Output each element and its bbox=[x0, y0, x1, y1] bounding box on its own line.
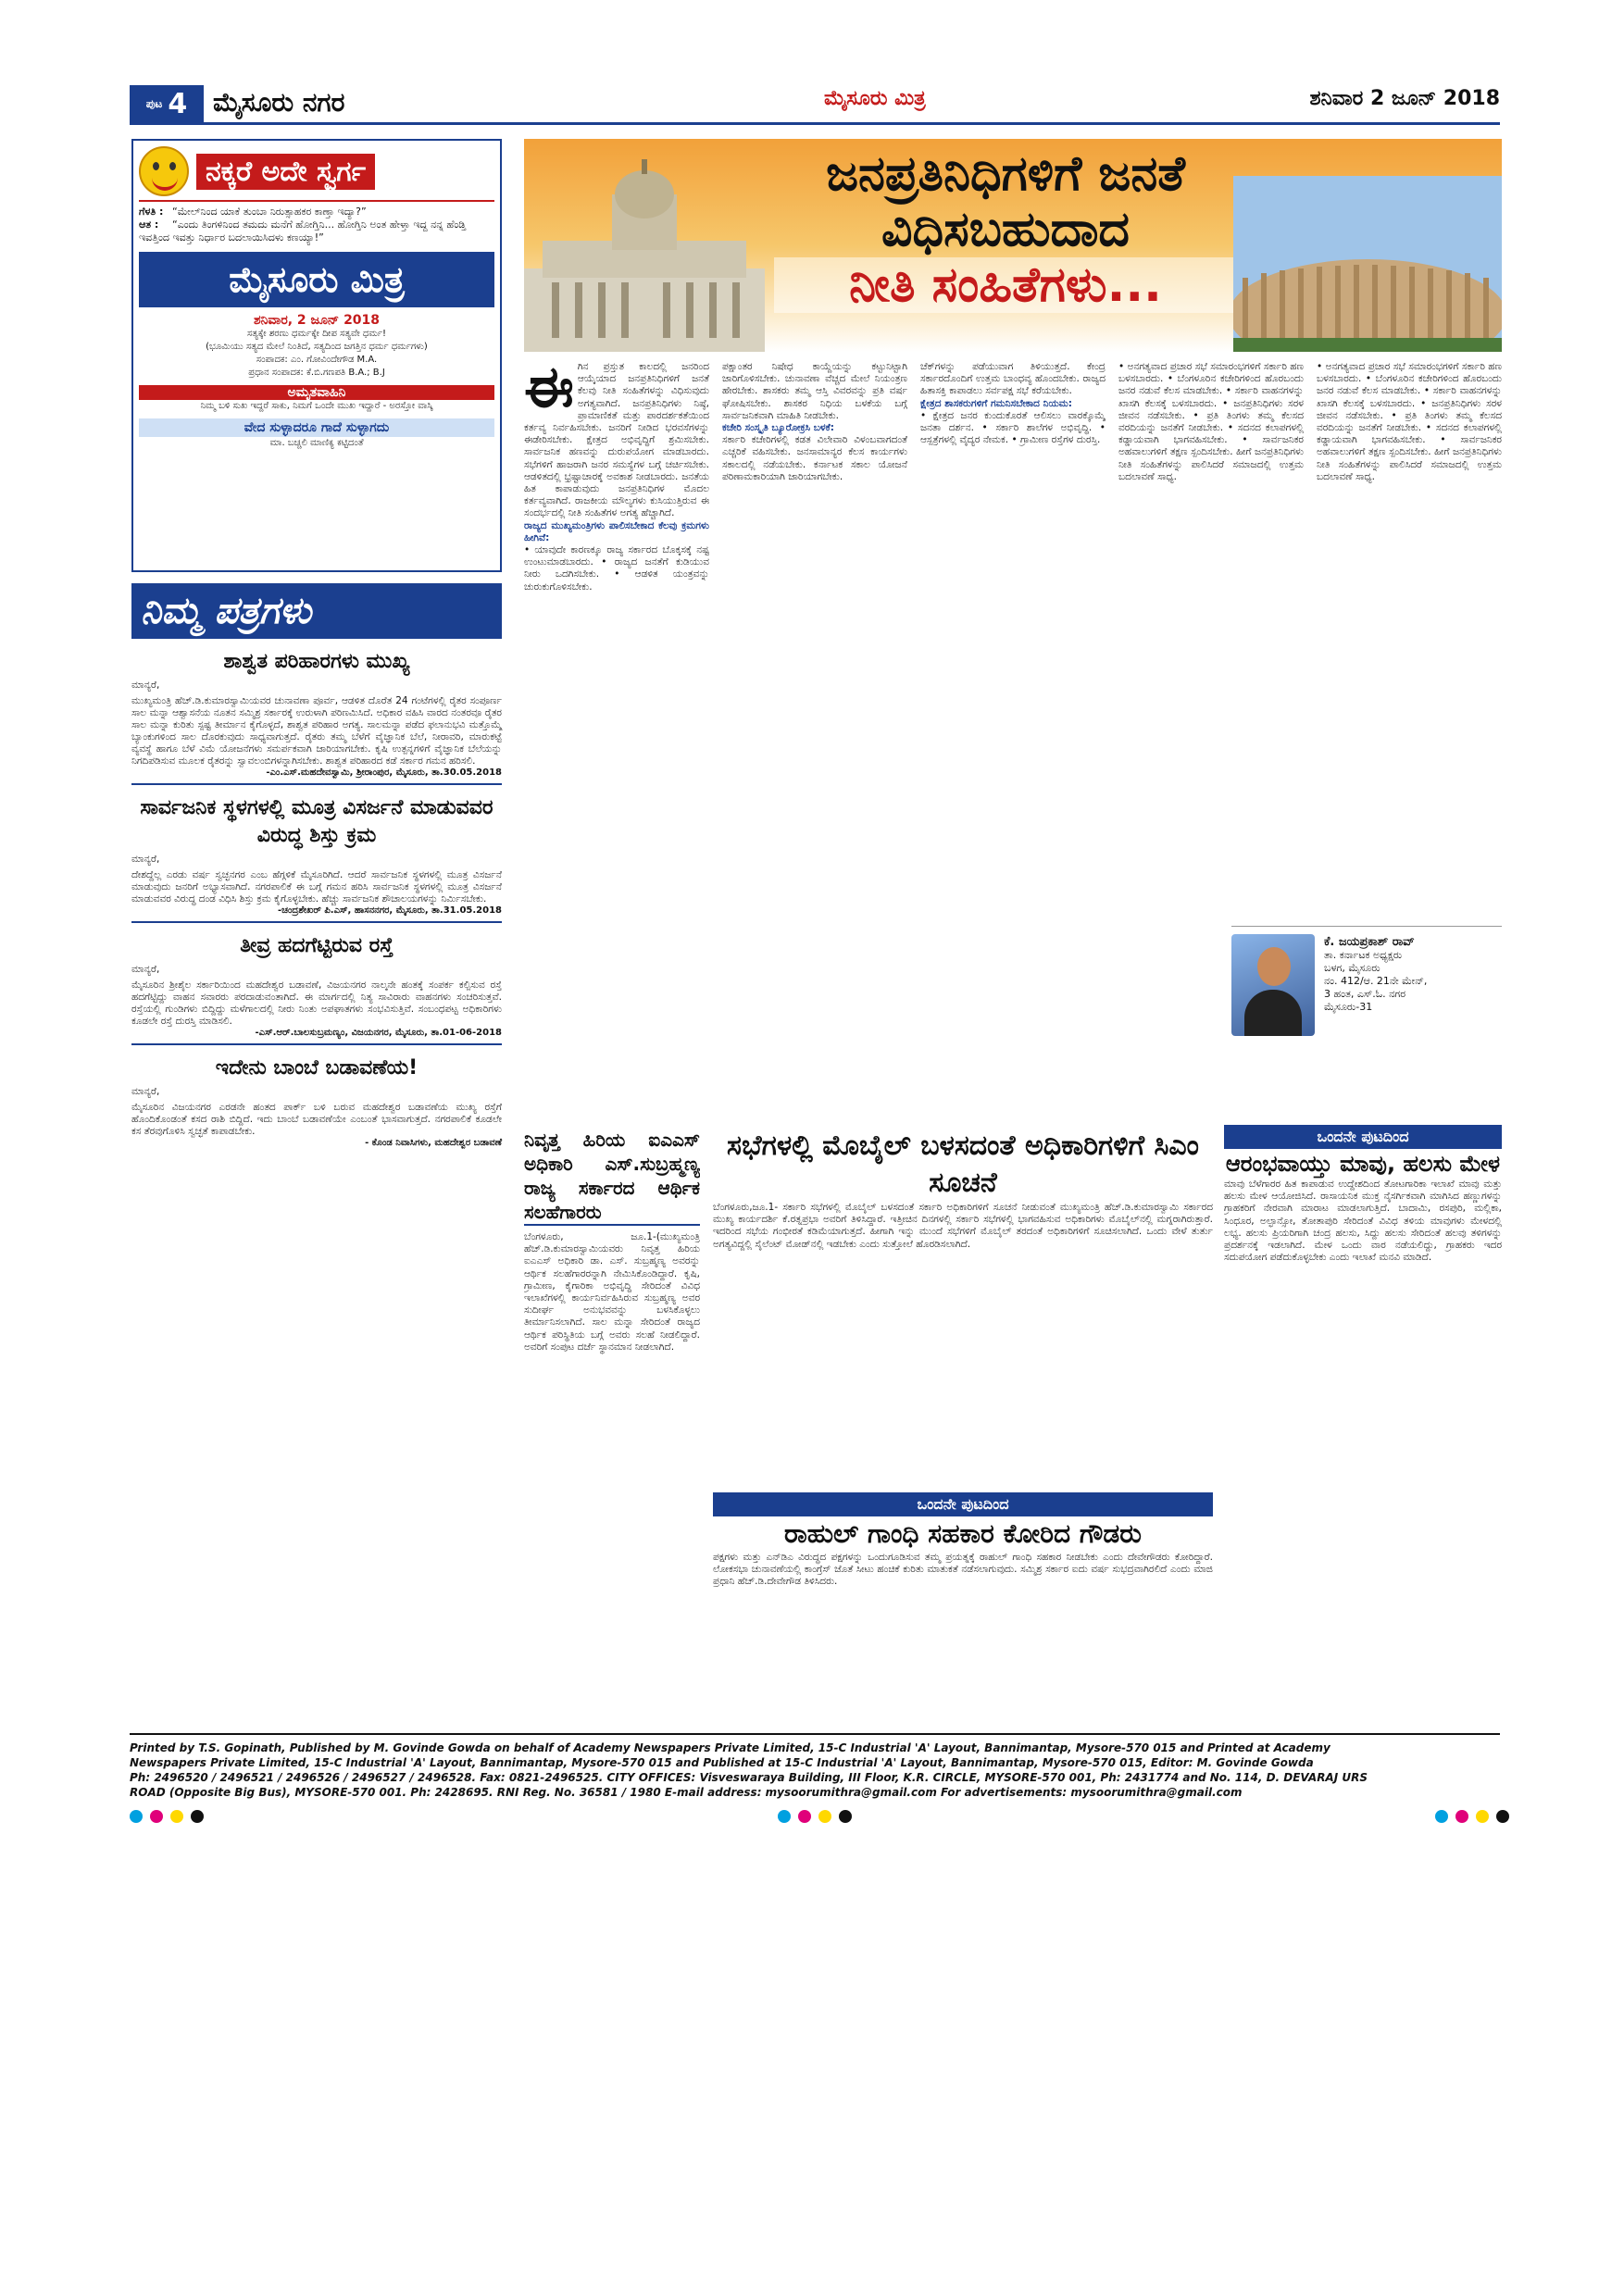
rahul-story bbox=[713, 1492, 1213, 1711]
rahul-title: ರಾಹುಲ್ ಗಾಂಧಿ ಸಹಕಾರ ಕೋರಿದ ಗೌಡರು bbox=[784, 1518, 1142, 1549]
letter-4-signature: - ಕೊಂಡ ನಿವಾಸಿಗಳು, ಮಹದೇಶ್ವರ ಬಡಾವಣೆ bbox=[365, 1138, 502, 1148]
cyan-mark bbox=[130, 1810, 143, 1823]
author-line-4: 3 ಹಂತ, ಎಸ್.ಓ. ನಗರ bbox=[1324, 988, 1406, 1000]
letter-1-salute: ಮಾನ್ಯರೆ, bbox=[131, 680, 160, 691]
letter-1-body: ಮುಖ್ಯಮಂತ್ರಿ ಹೆಚ್.ಡಿ.ಕುಮಾರಸ್ವಾಮಿಯವರ ಚುನಾವಣಾ ಪೂರ್ವ, ಆಡಳಿತ ದೊರೆತ 24 ಗಂಟೆಗಳಲ್ಲಿ ರೈತರ ಸಂಪೂರ್ಣ ಸಾಲ ಮನ್ನಾ ಆಶ್ವಾಸನೆಯ ನೂತನ ಸಮ್ಮಿಶ್ರ ಸರ್ಕಾರಕ್ಕೆ ಉರುಳಾಗಿ ಪರಿಣಮಿಸಿದೆ. ಅಧಿಕಾರ ವಹಿಸಿ ವಾರದ ನಂತರವೂ ರೈತರ ಸಾಲ ಮನ್ನಾ ಕುರಿತು ಸ್ಪಷ್ಟ ತೀರ್ಮಾನ ಕೈಗೊಳ್ಳದೆ, ಶಾಶ್ವತ ಪರಿಹಾರ ಅಗತ್ಯ. ಸಾಲಮನ್ನಾ ಪಡೆದ ಫಲಾನುಭವಿ ಮತ್ತೊಮ್ಮೆ ಬ್ಯಾಂಕುಗಳಿಂದ ಸಾಲ ದೊರಕುವುದು ಸಾಧ್ಯವಾಗುತ್ತದೆ. ರೈತರು ತಮ್ಮ ಬೆಳೆಗೆ ವೈಜ್ಞಾನಿಕ ಬೆಲೆ, ನೀರಾವರಿ, ಮಾರುಕಟ್ಟೆ ವ್ಯವಸ್ಥೆ ಹಾಗೂ ಬೆಳೆ ವಿಮೆ ಯೋಜನೆಗಳು ಸಮರ್ಪಕವಾಗಿ ಜಾರಿಯಾಗಬೇಕು. ಕೃಷಿ ಉತ್ಪನ್ನಗಳಿಗೆ ವೈಜ್ಞಾನಿಕ ಬೆಲೆಯನ್ನು ನಿಗದಿಪಡಿಸುವ ಮೂಲಕ ರೈತರನ್ನು ಸ್ವಾವಲಂಬಿಗಳನ್ನಾಗಿಸಬೇಕು. ಶಾಶ್ವತ ಪರಿಹಾರದ ಕಡೆ ಸರ್ಕಾರ ಗಮನ ಹರಿಸಲಿ. bbox=[131, 695, 502, 767]
page-number: 4 bbox=[168, 87, 188, 120]
cyan-mark bbox=[1435, 1810, 1448, 1823]
headline-line-3: ನೀತಿ ಸಂಹಿತೆಗಳು... bbox=[774, 257, 1237, 313]
imprint-line-3: Ph: 2496520 / 2496521 / 2496526 / 2496527 / 2496528. Fax: 0821-2496525. CITY OFFICES: Visveswaraya Building, III Floor, K.R. CIRCLE, MYSORE-570 001, Ph: 2431774 and No. 114, D. DEVARAJ URS bbox=[130, 1771, 1368, 1784]
proverb-text: ಮಾ. ಬಚ್ಚಲಿ ಮಾಣಿಕ್ಯ ಕಟ್ಟಿದಂತೆ bbox=[269, 438, 364, 448]
letters-heading: ನಿಮ್ಮ ಪತ್ರಗಳು bbox=[131, 583, 502, 639]
motto-line: ಸತ್ಯಕ್ಕೇ ಶರಣು ಧರ್ಮಕ್ಕೇ ದೀಪ ಸತ್ಯವೇ ಧರ್ಮ! bbox=[246, 329, 387, 339]
letter-3-body: ಮೈಸೂರಿನ ಶ್ರೀಶೈಲ ಸರ್ಕಾರಿಯಿಂದ ಮಹದೇಶ್ವರ ಬಡಾವಣೆ, ವಿಜಯನಗರ ನಾಲ್ಕನೇ ಹಂತಕ್ಕೆ ಸಂಪರ್ಕ ಕಲ್ಪಿಸುವ ರಸ್ತೆ ಹದಗೆಟ್ಟಿದ್ದು ವಾಹನ ಸವಾರರು ಪರದಾಡುವಂತಾಗಿದೆ. ಈ ಮಾರ್ಗದಲ್ಲಿ ನಿತ್ಯ ಸಾವಿರಾರು ವಾಹನಗಳು ಸಂಚರಿಸುತ್ತವೆ. ರಸ್ತೆಯಲ್ಲಿ ಗುಂಡಿಗಳು ಬಿದ್ದಿದ್ದು ಮಳೆಗಾಲದಲ್ಲಿ ನೀರು ನಿಂತು ಅಪಘಾತಗಳು ಸಂಭವಿಸುತ್ತಿವೆ. ಸಂಬಂಧಪಟ್ಟ ಅಧಿಕಾರಿಗಳು ಕೂಡಲೇ ರಸ್ತೆ ದುರಸ್ತಿ ಮಾಡಿಸಲಿ. bbox=[131, 980, 502, 1027]
issue-date: ಶನಿವಾರ 2 ಜೂನ್ 2018 bbox=[1309, 87, 1500, 110]
left-column bbox=[131, 139, 502, 1148]
amrut-text: ನಿಮ್ಮ ಬಳಿ ಸುಖ ಇದ್ದರೆ ಸಾಕು, ನಿಮಗೆ ಒಂದೇ ಮುಖ ಇದ್ದಾರೆ - ಅರಸ್ತೋ ವಾಸ್ಕಿ bbox=[200, 401, 433, 411]
letter-3-title: ತೀವ್ರ ಹದಗೆಟ್ಟಿರುವ ರಸ್ತೆ bbox=[240, 934, 394, 957]
section-title: ಮೈಸೂರು ನಗರ bbox=[213, 87, 345, 118]
humor-header bbox=[139, 146, 494, 202]
proverb-title: ವೇದ ಸುಳ್ಳಾದರೂ ಗಾದೆ ಸುಳ್ಳಾಗದು bbox=[139, 418, 494, 437]
lead-col-1 bbox=[524, 361, 709, 1120]
humor-joke bbox=[139, 206, 494, 244]
masthead-small: ಮೈಸೂರು ಮಿತ್ರ bbox=[824, 87, 926, 110]
imprint-line-2: Newspapers Private Limited, 15-C Industrial 'A' Layout, Bannimantap, Mysore-570 015 and Published at 15-C Industrial 'A' Layout, Bannimantap, Mysore-570 015, Editor: M. Govinde Gowda bbox=[130, 1756, 1314, 1769]
letter-4-body: ಮೈಸೂರಿನ ವಿಜಯನಗರ ಎರಡನೇ ಹಂತದ ಪಾರ್ಕ್ ಬಳಿ ಬರುವ ಮಹದೇಶ್ವರ ಬಡಾವಣೆಯ ಮುಖ್ಯ ರಸ್ತೆಗೆ ಹೊಂದಿಕೊಂಡಂತೆ ಕಸದ ರಾಶಿ ಬಿದ್ದಿದೆ. ಇದು ಬಾಂಬೆ ಬಡಾವಣೆಯೇ ಎಂಬಂತೆ ಭಾಸವಾಗುತ್ತದೆ. ನಗರಪಾಲಿಕೆ ಕೂಡಲೇ ಕಸ ತೆರವುಗೊಳಿಸಿ ಸ್ವಚ್ಛತೆ ಕಾಪಾಡಬೇಕು. bbox=[131, 1102, 502, 1137]
magenta-mark bbox=[1455, 1810, 1468, 1823]
lead-subhead-3: ಕ್ಷೇತ್ರದ ಶಾಸಕರುಗಳಿಗೆ ಗಮನಿಸಬೇಕಾದ ನಿಯಮ: bbox=[920, 397, 1072, 409]
lead-col-5 bbox=[1317, 361, 1502, 917]
magenta-mark bbox=[798, 1810, 811, 1823]
lead-col-5-text: • ಅನಗತ್ಯವಾದ ಪ್ರಚಾರ ಸಭೆ ಸಮಾರಂಭಗಳಿಗೆ ಸರ್ಕಾರಿ ಹಣ ಬಳಸಬಾರದು. • ಬೆಂಗಳೂರಿನ ಕಚೇರಿಗಳಿಂದ ಹೊರಬಂದು ಜನರ ನಡುವೆ ಕೆಲಸ ಮಾಡಬೇಕು. • ಸರ್ಕಾರಿ ವಾಹನಗಳನ್ನು ಖಾಸಗಿ ಕೆಲಸಕ್ಕೆ ಬಳಸಬಾರದು. • ಜನಪ್ರತಿನಿಧಿಗಳು ಸರಳ ಜೀವನ ನಡೆಸಬೇಕು. • ಪ್ರತಿ ತಿಂಗಳು ತಮ್ಮ ಕೆಲಸದ ವರದಿಯನ್ನು ಜನತೆಗೆ ನೀಡಬೇಕು. • ಸದನದ ಕಲಾಪಗಳಲ್ಲಿ ಕಡ್ಡಾಯವಾಗಿ ಭಾಗವಹಿಸಬೇಕು. • ಸಾರ್ವಜನಿಕರ ಅಹವಾಲುಗಳಿಗೆ ತಕ್ಷಣ ಸ್ಪಂದಿಸಬೇಕು. ಹೀಗೆ ಜನಪ್ರತಿನಿಧಿಗಳು ನೀತಿ ಸಂಹಿತೆಗಳನ್ನು ಪಾಲಿಸಿದರೆ ಸಮಾಜದಲ್ಲಿ ಉತ್ತಮ ಬದಲಾವಣೆ ಸಾಧ್ಯ. bbox=[1317, 361, 1502, 482]
magenta-mark bbox=[150, 1810, 163, 1823]
author-line-2: ಬಳಗ, ಮೈಸೂರು bbox=[1324, 962, 1380, 974]
ias-title: ನಿವೃತ್ತ ಹಿರಿಯ ಐಎಎಸ್ ಅಧಿಕಾರಿ ಎಸ್.ಸುಬ್ರಹ್ಮಣ್ಯ ರಾಜ್ಯ ಸರ್ಕಾರದ ಆರ್ಥಿಕ ಸಲಹೆಗಾರರು bbox=[524, 1128, 700, 1226]
letter-2-title: ಸಾರ್ವಜನಿಕ ಸ್ಥಳಗಳಲ್ಲಿ ಮೂತ್ರ ವಿಸರ್ಜನೆ ಮಾಡುವವರ ವಿರುದ್ಧ ಶಿಸ್ತು ಕ್ರಮ bbox=[140, 796, 493, 847]
author-line-1: ತಾ. ಕರ್ನಾಟಕ ಅಧ್ಯಕ್ಷರು bbox=[1324, 949, 1403, 961]
chief-editor-line: ಪ್ರಧಾನ ಸಂಪಾದಕ: ಕೆ.ಬಿ.ಗಣಪತಿ B.A.; B.J bbox=[248, 368, 385, 378]
yellow-mark bbox=[1476, 1810, 1489, 1823]
lead-col-2-text: ಪಕ್ಷಾಂತರ ನಿಷೇಧ ಕಾಯ್ದೆಯನ್ನು ಕಟ್ಟುನಿಟ್ಟಾಗಿ ಜಾರಿಗೊಳಿಸಬೇಕು. ಚುನಾವಣಾ ವೆಚ್ಚದ ಮೇಲೆ ನಿಯಂತ್ರಣ ಹೇರಬೇಕು. ಶಾಸಕರು ತಮ್ಮ ಆಸ್ತಿ ವಿವರವನ್ನು ಪ್ರತಿ ವರ್ಷ ಘೋಷಿಸಬೇಕು. ಶಾಸಕರ ನಿಧಿಯ ಬಳಕೆಯ ಬಗ್ಗೆ ಸಾರ್ವಜನಿಕವಾಗಿ ಮಾಹಿತಿ ನೀಡಬೇಕು. bbox=[722, 361, 907, 421]
lead-col-3 bbox=[920, 361, 1106, 1120]
lead-col-4-text: • ಅನಗತ್ಯವಾದ ಪ್ರಚಾರ ಸಭೆ ಸಮಾರಂಭಗಳಿಗೆ ಸರ್ಕಾರಿ ಹಣ ಬಳಸಬಾರದು. • ಬೆಂಗಳೂರಿನ ಕಚೇರಿಗಳಿಂದ ಹೊರಬಂದು ಜನರ ನಡುವೆ ಕೆಲಸ ಮಾಡಬೇಕು. • ಸರ್ಕಾರಿ ವಾಹನಗಳನ್ನು ಖಾಸಗಿ ಕೆಲಸಕ್ಕೆ ಬಳಸಬಾರದು. • ಜನಪ್ರತಿನಿಧಿಗಳು ಸರಳ ಜೀವನ ನಡೆಸಬೇಕು. • ಪ್ರತಿ ತಿಂಗಳು ತಮ್ಮ ಕೆಲಸದ ವರದಿಯನ್ನು ಜನತೆಗೆ ನೀಡಬೇಕು. • ಸದನದ ಕಲಾಪಗಳಲ್ಲಿ ಕಡ್ಡಾಯವಾಗಿ ಭಾಗವಹಿಸಬೇಕು. • ಸಾರ್ವಜನಿಕರ ಅಹವಾಲುಗಳಿಗೆ ತಕ್ಷಣ ಸ್ಪಂದಿಸಬೇಕು. ಹೀಗೆ ಜನಪ್ರತಿನಿಧಿಗಳು ನೀತಿ ಸಂಹಿತೆಗಳನ್ನು ಪಾಲಿಸಿದರೆ ಸಮಾಜದಲ್ಲಿ ಉತ್ತಮ ಬದಲಾವಣೆ ಸಾಧ್ಯ. bbox=[1118, 361, 1304, 482]
divider bbox=[131, 1043, 502, 1045]
letter-4-title: ಇದೇನು ಬಾಂಬೆ ಬಡಾವಣೆಯ! bbox=[215, 1056, 418, 1079]
editor-line: ಸಂಪಾದಕ: ಎಂ. ಗೋವಿಂದೇಗೌಡ M.A. bbox=[256, 355, 378, 365]
cyan-mark bbox=[778, 1810, 791, 1823]
page-number-badge bbox=[130, 85, 204, 122]
header-rule bbox=[130, 122, 1500, 125]
continued-tag: ಒಂದನೇ ಪುಟದಿಂದ bbox=[1224, 1125, 1502, 1149]
masthead-box bbox=[131, 139, 502, 572]
ias-body: ಬೆಂಗಳೂರು, ಜೂ.1-(ಮುಖ್ಯಮಂತ್ರಿ ಹೆಚ್.ಡಿ.ಕುಮಾರಸ್ವಾಮಿಯವರು ನಿವೃತ್ತ ಹಿರಿಯ ಐಎಎಸ್ ಅಧಿಕಾರಿ ಡಾ. ಎಸ್. ಸುಬ್ರಹ್ಮಣ್ಯ ಅವರನ್ನು ಆರ್ಥಿಕ ಸಲಹೆಗಾರರನ್ನಾಗಿ ನೇಮಿಸಿಕೊಂಡಿದ್ದಾರೆ. ಕೃಷಿ, ಗ್ರಾಮೀಣ, ಕೈಗಾರಿಕಾ ಅಭಿವೃದ್ಧಿ ಸೇರಿದಂತೆ ವಿವಿಧ ಇಲಾಖೆಗಳಲ್ಲಿ ಕಾರ್ಯನಿರ್ವಹಿಸಿರುವ ಸುಬ್ರಹ್ಮಣ್ಯ ಅವರ ಸುದೀರ್ಘ ಅನುಭವವನ್ನು ಬಳಸಿಕೊಳ್ಳಲು ತೀರ್ಮಾನಿಸಲಾಗಿದೆ. ಸಾಲ ಮನ್ನಾ ಸೇರಿದಂತೆ ರಾಜ್ಯದ ಆರ್ಥಿಕ ಪರಿಸ್ಥಿತಿಯ ಬಗ್ಗೆ ಅವರು ಸಲಹೆ ನೀಡಲಿದ್ದಾರೆ. ಅವರಿಗೆ ಸಂಪುಟ ದರ್ಜೆ ಸ್ಥಾನಮಾನ ನೀಡಲಾಗಿದೆ. bbox=[524, 1231, 700, 1353]
q-text: “ಮೇಲ್‌ನಿಂದ ಯಾಕೆ ತುಂಬಾ ನಿರುತ್ಸಾಹಕರ ಕಾಣ್ತಾ ಇದ್ಯಾ?” bbox=[172, 206, 367, 218]
q-label: ಗೆಳತಿ : bbox=[139, 206, 164, 218]
masthead-date: ಶನಿವಾರ, 2 ಜೂನ್ 2018 bbox=[253, 313, 381, 328]
letter-2-signature: -ಚಂದ್ರಶೇಖರ್ ಪಿ.ಎಸ್, ಹಾಸನನಗರ, ಮೈಸೂರು, ತಾ.31.05.2018 bbox=[278, 905, 502, 916]
page-header bbox=[130, 85, 1500, 122]
author-box bbox=[1231, 926, 1502, 1060]
letter-1-signature: -ಎಂ.ಎಸ್.ಮಹದೇವಸ್ವಾಮಿ, ಶ್ರೀರಾಂಪುರ, ಮೈಸೂರು, ತಾ.30.05.2018 bbox=[266, 767, 502, 778]
letter-1-title: ಶಾಶ್ವತ ಪರಿಹಾರಗಳು ಮುಖ್ಯ bbox=[223, 650, 410, 673]
registration-marks-center bbox=[778, 1810, 852, 1823]
yellow-mark bbox=[170, 1810, 183, 1823]
mobile-body: ಬೆಂಗಳೂರು,ಜೂ.1- ಸರ್ಕಾರಿ ಸಭೆಗಳಲ್ಲಿ ಮೊಬೈಲ್ ಬಳಸದಂತೆ ಸರ್ಕಾರಿ ಅಧಿಕಾರಿಗಳಿಗೆ ಸೂಚನೆ ನೀಡುವಂತೆ ಮುಖ್ಯಮಂತ್ರಿ ಹೆಚ್.ಡಿ.ಕುಮಾರಸ್ವಾಮಿ ಸರ್ಕಾರದ ಮುಖ್ಯ ಕಾರ್ಯದರ್ಶಿ ಕೆ.ರತ್ನಪ್ರಭಾ ಅವರಿಗೆ ತಿಳಿಸಿದ್ದಾರೆ. ಇತ್ತೀಚಿನ ದಿನಗಳಲ್ಲಿ ಸರ್ಕಾರಿ ಸಭೆಗಳಲ್ಲಿ ಭಾಗವಹಿಸುವ ಅಧಿಕಾರಿಗಳು ಮೊಬೈಲ್‌ನಲ್ಲಿ ಮಗ್ನರಾಗಿರುತ್ತಾರೆ. ಇದರಿಂದ ಸಭೆಯ ಗಂಭೀರತೆ ಕಡಿಮೆಯಾಗುತ್ತದೆ. ಹೀಗಾಗಿ ಇನ್ನು ಮುಂದೆ ಸಭೆಗಳಿಗೆ ಮೊಬೈಲ್ ತರದಂತೆ ಅಧಿಕಾರಿಗಳಿಗೆ ಸೂಚಿಸಲಾಗಿದೆ. ಒಂದು ವೇಳೆ ತುರ್ತು ಅಗತ್ಯವಿದ್ದಲ್ಲಿ ಸೈಲೆಂಟ್ ಮೋಡ್‌ನಲ್ಲಿ ಇಡಬೇಕು ಎಂದು ಸುತ್ತೋಲೆ ಹೊರಡಿಸಲಾಗಿದೆ. bbox=[713, 1202, 1213, 1250]
lead-headline bbox=[774, 146, 1237, 313]
amrut-title: ಅಮೃತವಾಹಿನಿ bbox=[139, 385, 494, 400]
masthead-logo: ಮೈಸೂರು ಮಿತ್ರ bbox=[139, 252, 494, 307]
author-info bbox=[1324, 936, 1427, 1014]
letter-3-signature: -ಎಸ್.ಆರ್.ಬಾಲಸುಬ್ರಮಣ್ಯಂ, ವಿಜಯನಗರ, ಮೈಸೂರು, ತಾ.01-06-2018 bbox=[255, 1028, 502, 1038]
a-text: “ಎಂದು ತಿಂಗಳಿನಿಂದ ತಮದು ಮನೆಗೆ ಹೋಗ್ತಿನಿ... ಹೋಗ್ತಿನಿ ಅಂತ ಹೇಳ್ತಾ ಇದ್ದ ನನ್ನ ಹೆಂಡ್ತಿ ಇವತ್ತಿಂದ ಇವತ್ತು ನಿರ್ಧಾರ ಬದಲಾಯಿಸಿದಳು ಕಣಯ್ಯಾ!” bbox=[139, 218, 467, 243]
imprint-line-4: ROAD (Opposite Big Bus), MYSORE-570 001. Ph: 2428695. RNI Reg. No. 36581 / 1980 E-mail address: mysoorumithra@gmail.com For advertisements: mysoorumithra@gmail.com bbox=[130, 1786, 1243, 1799]
registration-marks-left bbox=[130, 1810, 204, 1823]
continued-tag: ಒಂದನೇ ಪುಟದಿಂದ bbox=[713, 1492, 1213, 1516]
black-mark bbox=[1496, 1810, 1509, 1823]
letter-2-body: ದೇಶದ್ದೆಲ್ಲ ಎರಡು ವರ್ಷ ಸ್ವಚ್ಛನಗರ ಎಂಬ ಹೆಗ್ಗಳಿಕೆ ಮೈಸೂರಿಗಿದೆ. ಆದರೆ ಸಾರ್ವಜನಿಕ ಸ್ಥಳಗಳಲ್ಲಿ ಮೂತ್ರ ವಿಸರ್ಜನೆ ಮಾಡುವುದು ಜನರಿಗೆ ಅಭ್ಯಾಸವಾಗಿದೆ. ನಗರಪಾಲಿಕೆ ಈ ಬಗ್ಗೆ ಗಮನ ಹರಿಸಿ ಸಾರ್ವಜನಿಕ ಸ್ಥಳಗಳಲ್ಲಿ ಮೂತ್ರ ವಿಸರ್ಜನೆ ಮಾಡುವವರ ವಿರುದ್ಧ ದಂಡ ವಿಧಿಸಿ ಶಿಸ್ತು ಕ್ರಮ ಕೈಗೊಳ್ಳಬೇಕು. ಹೆಚ್ಚು ಸಾರ್ವಜನಿಕ ಶೌಚಾಲಯಗಳನ್ನು ನಿರ್ಮಿಸಬೇಕು. bbox=[131, 869, 502, 905]
author-line-3: ನಂ. 412/ಆ. 21ನೇ ಮೇನ್, bbox=[1324, 975, 1428, 987]
lead-col-3-text: ಚೆಕ್‌ಗಳನ್ನು ಪಡೆಯುವಾಗ ತಿಳಿಯುತ್ತದೆ. ಕೇಂದ್ರ ಸರ್ಕಾರದೊಂದಿಗೆ ಉತ್ತಮ ಬಾಂಧವ್ಯ ಹೊಂದಬೇಕು. ರಾಜ್ಯದ ಹಿತಾಸಕ್ತಿ ಕಾಪಾಡಲು ಸರ್ವಪಕ್ಷ ಸಭೆ ಕರೆಯಬೇಕು. bbox=[920, 361, 1106, 397]
mango-body: ಮಾವು ಬೆಳೆಗಾರರ ಹಿತ ಕಾಪಾಡುವ ಉದ್ದೇಶದಿಂದ ತೋಟಗಾರಿಕಾ ಇಲಾಖೆ ಮಾವು ಮತ್ತು ಹಲಸು ಮೇಳ ಆಯೋಜಿಸಿದೆ. ರಾಸಾಯನಿಕ ಮುಕ್ತ ನೈಸರ್ಗಿಕವಾಗಿ ಮಾಗಿಸಿದ ಹಣ್ಣುಗಳನ್ನು ಗ್ರಾಹಕರಿಗೆ ನೇರವಾಗಿ ಮಾರಾಟ ಮಾಡಲಾಗುತ್ತಿದೆ. ಬಾದಾಮಿ, ರಸಪುರಿ, ಮಲ್ಲಿಕಾ, ಸಿಂಧೂರ, ಅಲ್ಫಾನ್ಸೋ, ತೋತಾಪುರಿ ಸೇರಿದಂತೆ ವಿವಿಧ ತಳಿಯ ಮಾವುಗಳು ಮೇಳದಲ್ಲಿ ಲಭ್ಯ. ಹಲಸು ಪ್ರಿಯರಿಗಾಗಿ ಚಂದ್ರ ಹಲಸು, ಸಿದ್ದು ಹಲಸು ಸೇರಿದಂತೆ ಹಲವು ತಳಿಗಳನ್ನು ಪ್ರದರ್ಶನಕ್ಕೆ ಇಡಲಾಗಿದೆ. ಮೇಳ ಒಂದು ವಾರ ನಡೆಯಲಿದ್ದು, ಗ್ರಾಹಕರು ಇದರ ಸದುಪಯೋಗ ಪಡೆದುಕೊಳ್ಳಬೇಕು ಎಂದು ಇಲಾಖೆ ಮನವಿ ಮಾಡಿದೆ. bbox=[1224, 1179, 1502, 1264]
drop-cap: ಈ bbox=[524, 361, 574, 420]
mango-story bbox=[1224, 1125, 1502, 1711]
letter-4-salute: ಮಾನ್ಯರೆ, bbox=[131, 1086, 160, 1097]
a-label: ಆತ : bbox=[139, 218, 159, 231]
vidhana-soudha-image bbox=[524, 157, 765, 352]
black-mark bbox=[839, 1810, 852, 1823]
imprint-line-1: Printed by T.S. Gopinath, Published by M. Govinde Gowda on behalf of Academy Newspapers Private Limited, 15-C Industrial 'A' Layout, Bannimantap, Mysore-570 015 and Printed at Academy bbox=[130, 1741, 1330, 1754]
headline-line-1: ಜನಪ್ರತಿನಿಧಿಗಳಿಗೆ ಜನತೆ bbox=[826, 146, 1185, 202]
registration-marks-right bbox=[1435, 1810, 1509, 1823]
lead-banner bbox=[524, 139, 1502, 352]
lead-col-2 bbox=[722, 361, 907, 1120]
lead-col-2-points: ಸರ್ಕಾರಿ ಕಚೇರಿಗಳಲ್ಲಿ ಕಡತ ವಿಲೇವಾರಿ ವಿಳಂಬವಾಗದಂತೆ ಎಚ್ಚರಿಕೆ ವಹಿಸಬೇಕು. ಜನಸಾಮಾನ್ಯರ ಕೆಲಸ ಕಾರ್ಯಗಳು ಸಕಾಲದಲ್ಲಿ ನಡೆಯಬೇಕು. ಕರ್ನಾಟಕ ಸಕಾಲ ಯೋಜನೆ ಪರಿಣಾಮಕಾರಿಯಾಗಿ ಜಾರಿಯಾಗಬೇಕು. bbox=[722, 434, 907, 482]
motto-line-2: (ಭೂಮಿಯು ಸತ್ಯದ ಮೇಲೆ ನಿಂತಿದೆ, ಸತ್ಯದಿಂದ ಜಗತ್ತಿನ ಧರ್ಮ ಧರ್ಮಗಳು) bbox=[206, 342, 428, 352]
author-name: ಕೆ. ಜಯಪ್ರಕಾಶ್ ರಾವ್ bbox=[1324, 935, 1415, 949]
rahul-body: ಪಕ್ಷಗಳು ಮತ್ತು ಎನ್‌ಡಿಎ ವಿರುದ್ಧದ ಪಕ್ಷಗಳನ್ನು ಒಂದುಗೂಡಿಸುವ ತಮ್ಮ ಪ್ರಯತ್ನಕ್ಕೆ ರಾಹುಲ್ ಗಾಂಧಿ ಸಹಕಾರ ನೀಡಬೇಕು ಎಂದು ದೇವೇಗೌಡರು ಕೋರಿದ್ದಾರೆ. ಲೋಕಸಭಾ ಚುನಾವಣೆಯಲ್ಲಿ ಕಾಂಗ್ರೆಸ್ ಜೊತೆ ಸೀಟು ಹಂಚಿಕೆ ಕುರಿತು ಮಾತುಕತೆ ನಡೆಸಲಾಗುವುದು. ಸಮ್ಮಿಶ್ರ ಸರ್ಕಾರ ಐದು ವರ್ಷ ಸುಭದ್ರವಾಗಿರಲಿದೆ ಎಂದು ಮಾಜಿ ಪ್ರಧಾನಿ ಹೆಚ್.ಡಿ.ದೇವೇಗೌಡ ತಿಳಿಸಿದರು. bbox=[713, 1552, 1213, 1588]
lead-subhead-2: ಕಚೇರಿ ಸಂಸ್ಕೃತಿ ಬ್ಯೂರೋಕ್ರಸಿ ಬಳಕೆ: bbox=[722, 422, 834, 434]
smiley-icon bbox=[139, 146, 189, 196]
letter-2-salute: ಮಾನ್ಯರೆ, bbox=[131, 854, 160, 865]
mobile-story bbox=[713, 1128, 1213, 1485]
page-word: ಪುಟ bbox=[145, 96, 163, 110]
yellow-mark bbox=[818, 1810, 831, 1823]
mobile-title: ಸಭೆಗಳಲ್ಲಿ ಮೊಬೈಲ್ ಬಳಸದಂತೆ ಅಧಿಕಾರಿಗಳಿಗೆ ಸಿಎಂ ಸೂಚನೆ bbox=[727, 1129, 1199, 1199]
lead-col-1-points: • ಯಾವುದೇ ಕಾರಣಕ್ಕೂ ರಾಜ್ಯ ಸರ್ಕಾರದ ಬೊಕ್ಕಸಕ್ಕೆ ನಷ್ಟ ಉಂಟುಮಾಡಬಾರದು. • ರಾಜ್ಯದ ಜನತೆಗೆ ಕುಡಿಯುವ ನೀರು ಒದಗಿಸಬೇಕು. • ಆಡಳಿತ ಯಂತ್ರವನ್ನು ಚುರುಕುಗೊಳಿಸಬೇಕು. bbox=[524, 544, 709, 593]
lead-col-3-points: • ಕ್ಷೇತ್ರದ ಜನರ ಕುಂದುಕೊರತೆ ಆಲಿಸಲು ವಾರಕ್ಕೊಮ್ಮೆ ಜನತಾ ದರ್ಶನ. • ಸರ್ಕಾರಿ ಶಾಲೆಗಳ ಅಭಿವೃದ್ಧಿ. • ಆಸ್ಪತ್ರೆಗಳಲ್ಲಿ ವೈದ್ಯರ ನೇಮಕ. • ಗ್ರಾಮೀಣ ರಸ್ತೆಗಳ ದುರಸ್ತಿ. bbox=[920, 409, 1106, 446]
letter-3-salute: ಮಾನ್ಯರೆ, bbox=[131, 964, 160, 975]
author-photo bbox=[1231, 934, 1315, 1036]
humor-title: ನಕ್ಕರೆ ಅದೇ ಸ್ವರ್ಗ bbox=[196, 154, 375, 190]
headline-line-2: ವಿಧಿಸಬಹುದಾದ bbox=[881, 202, 1131, 257]
black-mark bbox=[191, 1810, 204, 1823]
ias-story bbox=[524, 1128, 700, 1711]
divider bbox=[131, 783, 502, 785]
imprint-footer bbox=[130, 1733, 1500, 1800]
author-line-5: ಮೈಸೂರು-31 bbox=[1324, 1001, 1373, 1013]
parliament-image bbox=[1233, 176, 1502, 352]
lead-subhead-1: ರಾಜ್ಯದ ಮುಖ್ಯಮಂತ್ರಿಗಳು ಪಾಲಿಸಬೇಕಾದ ಕೆಲವು ಕ್ರಮಗಳು ಹೀಗಿವೆ: bbox=[524, 519, 709, 543]
divider bbox=[131, 921, 502, 923]
mango-title: ಆರಂಭವಾಯ್ತು ಮಾವು, ಹಲಸು ಮೇಳ bbox=[1225, 1151, 1501, 1177]
lead-col-1-text: ಗಿನ ಪ್ರಸ್ತುತ ಕಾಲದಲ್ಲಿ ಜನರಿಂದ ಆಯ್ಕೆಯಾದ ಜನಪ್ರತಿನಿಧಿಗಳಿಗೆ ಜನತೆ ಕೆಲವು ನೀತಿ ಸಂಹಿತೆಗಳನ್ನು ವಿಧಿಸುವುದು ಅಗತ್ಯವಾಗಿದೆ. ಜನಪ್ರತಿನಿಧಿಗಳು ನಿಷ್ಠೆ, ಪ್ರಾಮಾಣಿಕತೆ ಮತ್ತು ಪಾರದರ್ಶಕತೆಯಿಂದ ಕರ್ತವ್ಯ ನಿರ್ವಹಿಸಬೇಕು. ಜನರಿಗೆ ನೀಡಿದ ಭರವಸೆಗಳನ್ನು ಈಡೇರಿಸಬೇಕು. ಕ್ಷೇತ್ರದ ಅಭಿವೃದ್ಧಿಗೆ ಶ್ರಮಿಸಬೇಕು. ಸಾರ್ವಜನಿಕ ಹಣವನ್ನು ದುರುಪಯೋಗ ಮಾಡಬಾರದು. ಸಭೆಗಳಿಗೆ ಹಾಜರಾಗಿ ಜನರ ಸಮಸ್ಯೆಗಳ ಬಗ್ಗೆ ಚರ್ಚಿಸಬೇಕು. ಆಡಳಿತದಲ್ಲಿ ಭ್ರಷ್ಟಾಚಾರಕ್ಕೆ ಅವಕಾಶ ನೀಡಬಾರದು. ಜನತೆಯ ಹಿತ ಕಾಪಾಡುವುದು ಜನಪ್ರತಿನಿಧಿಗಳ ಮೊದಲ ಕರ್ತವ್ಯವಾಗಿದೆ. ರಾಜಕೀಯ ಮೌಲ್ಯಗಳು ಕುಸಿಯುತ್ತಿರುವ ಈ ಸಂದರ್ಭದಲ್ಲಿ ನೀತಿ ಸಂಹಿತೆಗಳ ಅಗತ್ಯ ಹೆಚ್ಚಾಗಿದೆ. bbox=[524, 361, 709, 519]
